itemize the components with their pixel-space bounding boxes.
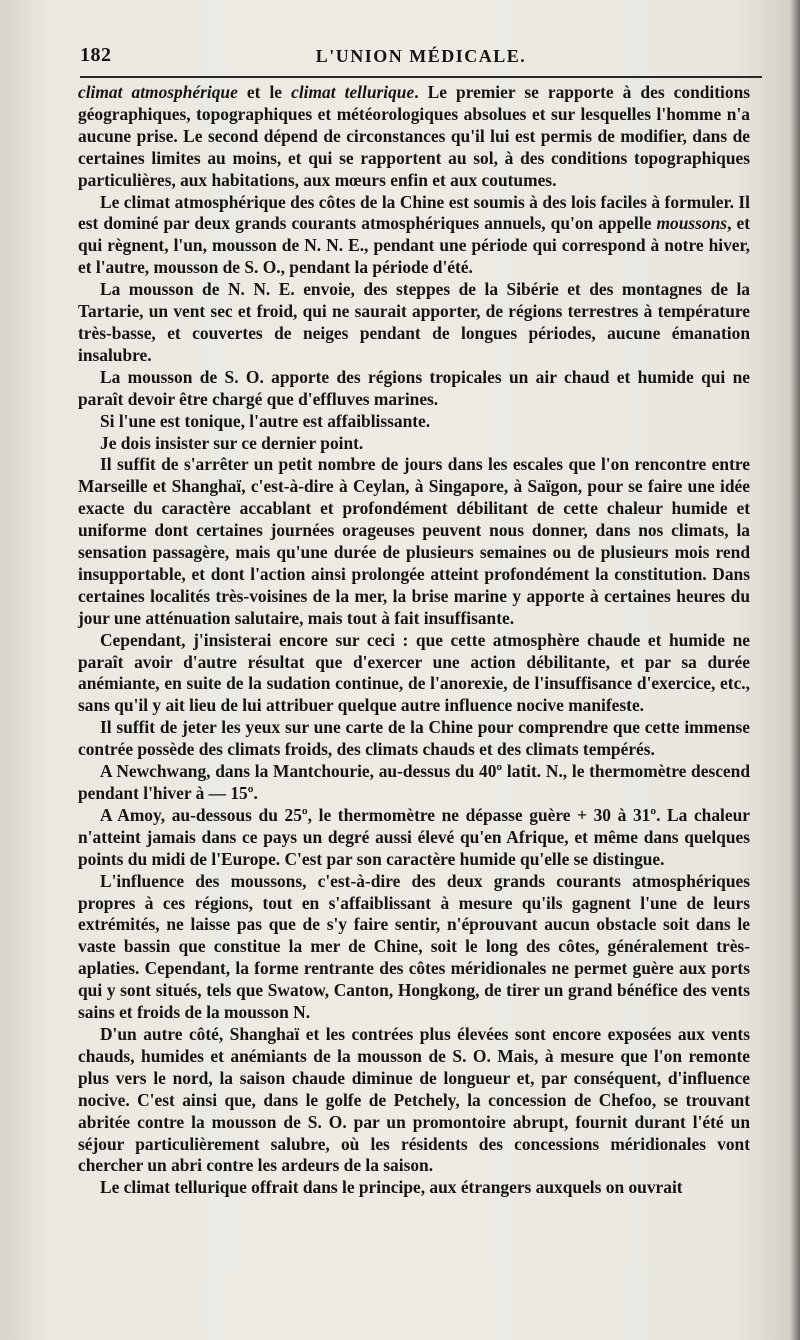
paragraph: [78, 454, 750, 629]
paragraph-text: et le: [237, 82, 292, 102]
paragraph: [78, 411, 750, 433]
paragraph-text: A Amoy, au-dessous du 25º, le thermomètre ne dépasse guère + 30 à 31º. La chaleur n'atteint jamais dans ce pays un degré aussi élevé qu'en Afrique, et même dans quelques points du midi de l'Europe. C'est par son caractère humide qu'elle se distingue.: [78, 804, 750, 869]
paragraph: [78, 192, 750, 280]
paragraph-text: Il suffit de jeter les yeux sur une carte de la Chine pour comprendre que cette immense contrée possède des climats froids, des climats chauds et des climats tempérés.: [78, 717, 750, 760]
paragraph: [78, 761, 750, 805]
paragraph: [78, 1024, 750, 1177]
paragraph-text: , et qui règnent, l'un, mousson de N. N. E., pendant une période qui correspond à notre hiver, et l'autre, mousson de S. O., pendant la période d'été.: [78, 213, 750, 278]
page-edge-shadow: [790, 0, 800, 1340]
paragraph-text: D'un autre côté, Shanghaï et les contrées plus élevées sont encore exposées aux vents chauds, humides et anémiants de la mousson de S. O. Mais, à mesure que l'on remonte plus vers le nord, la saison chaude diminue de longueur et, par conséquent, d'influence nocive. C'est ainsi que, dans le golfe de Petchely, la concession de Chefoo, se trouvant abritée contre la mousson de S. O. par un promontoire abrupt, fournit durant l'été un séjour particulièrement salubre, où les résidents des concessions méridionales vont chercher un abri contre les ardeurs de la saison.: [78, 1023, 750, 1176]
paragraph-text: Je dois insister sur ce dernier point.: [100, 432, 364, 453]
paragraph-text: Le climat tellurique offrait dans le principe, aux étrangers auxquels on ouvrait: [100, 1177, 683, 1198]
paragraph-text: A Newchwang, dans la Mantchourie, au-dessus du 40º latit. N., le thermomètre descend pendant l'hiver à — 15º.: [78, 761, 750, 803]
paragraph-text: L'influence des moussons, c'est-à-dire des deux grands courants atmosphériques propres à ces régions, tout en s'affaiblissant à mesure qu'ils gagnent l'une de leurs extrémités, ne laisse pas que de s'y faire sentir, n'éprouvant aucun obstacle soit dans le vaste bassin que constitue la mer de Chine, soit le long des côtes, généralement très-aplaties. Cependant, la forme rentrante des côtes méridionales ne permet guère aux ports qui y sont situés, tels que Swatow, Canton, Hongkong, de tirer un grand bénéfice des vents sains et froids de la mousson N.: [78, 870, 750, 1023]
paragraph: [78, 871, 750, 1024]
paragraph: [78, 1177, 750, 1199]
paragraph-text: La mousson de S. O. apporte des régions tropicales un air chaud et humide qui ne paraît devoir être chargé que d'effluves marines.: [78, 366, 750, 409]
paragraph: [78, 279, 750, 367]
paragraph-text: Le climat atmosphérique des côtes de la Chine est soumis à des lois faciles à formuler. Il est dominé par deux grands courants atmosphériques annuels, qu'on appelle: [78, 191, 750, 234]
page-header: [80, 40, 762, 74]
paragraph-text: Il suffit de s'arrêter un petit nombre de jours dans les escales que l'on rencontre entre Marseille et Shanghaï, c'est-à-dire à Ceylan, à Singapore, à Saïgon, pour se faire une idée exacte du caractère accablant et profondément débilitant de cette chaleur humide et uniforme dont certaines journées orageuses peuvent nous donner, dans nos climats, la sensation passagère, mais qu'une durée de plusieurs semaines ou de plusieurs mois rend insupportable, et dont l'action ainsi prolongée atteint profondément la constitution. Dans certaines localités très-voisines de la mer, la brise marine y apporte à certaines heures du jour une atténuation salutaire, mais tout à fait insuffisante.: [78, 454, 750, 628]
article-body: [78, 82, 750, 1199]
italic-term: climat atmosphérique: [78, 82, 238, 102]
italic-term: moussons: [656, 213, 728, 234]
header-rule: [80, 76, 762, 78]
paragraph-text: Cependant, j'insisterai encore sur ceci : que cette atmosphère chaude et humide ne paraît avoir d'autre résultat que d'exercer une action débilitante, et par sa durée anémiante, en suite de la sudation continue, de l'anorexie, de l'insuffisance d'exercice, etc., sans qu'il y ait lieu de lui attribuer quelque autre influence nocive manifeste.: [78, 629, 750, 716]
paragraph-text: Si l'une est tonique, l'autre est affaiblissante.: [100, 410, 431, 431]
italic-term: climat tellurique: [291, 82, 415, 102]
running-title: L'UNION MÉDICALE.: [315, 46, 527, 66]
paragraph: [78, 717, 750, 761]
paragraph: [78, 433, 750, 455]
paragraph: [78, 630, 750, 718]
paragraph: [78, 805, 750, 871]
paragraph-text: La mousson de N. N. E. envoie, des steppes de la Sibérie et des montagnes de la Tartarie, un vent sec et froid, qui ne saurait apporter, de régions terrestres à température très-basse, et couvertes de neiges pendant de longues périodes, aucune émanation insalubre.: [78, 279, 750, 365]
paragraph: [78, 367, 750, 411]
paragraph: [78, 82, 750, 192]
page-number: 182: [80, 44, 112, 66]
paragraph-text: . Le premier se rapporte à des conditions géographiques, topographiques et météorologiques absolues et sur lesquelles l'homme n'a aucune prise. Le second dépend de circonstances qu'il lui est permis de modifier, dans de certaines limites au moins, et qui se rapportent au sol, à des conditions topographiques particulières, aux habitations, aux mœurs enfin et aux coutumes.: [78, 82, 751, 190]
